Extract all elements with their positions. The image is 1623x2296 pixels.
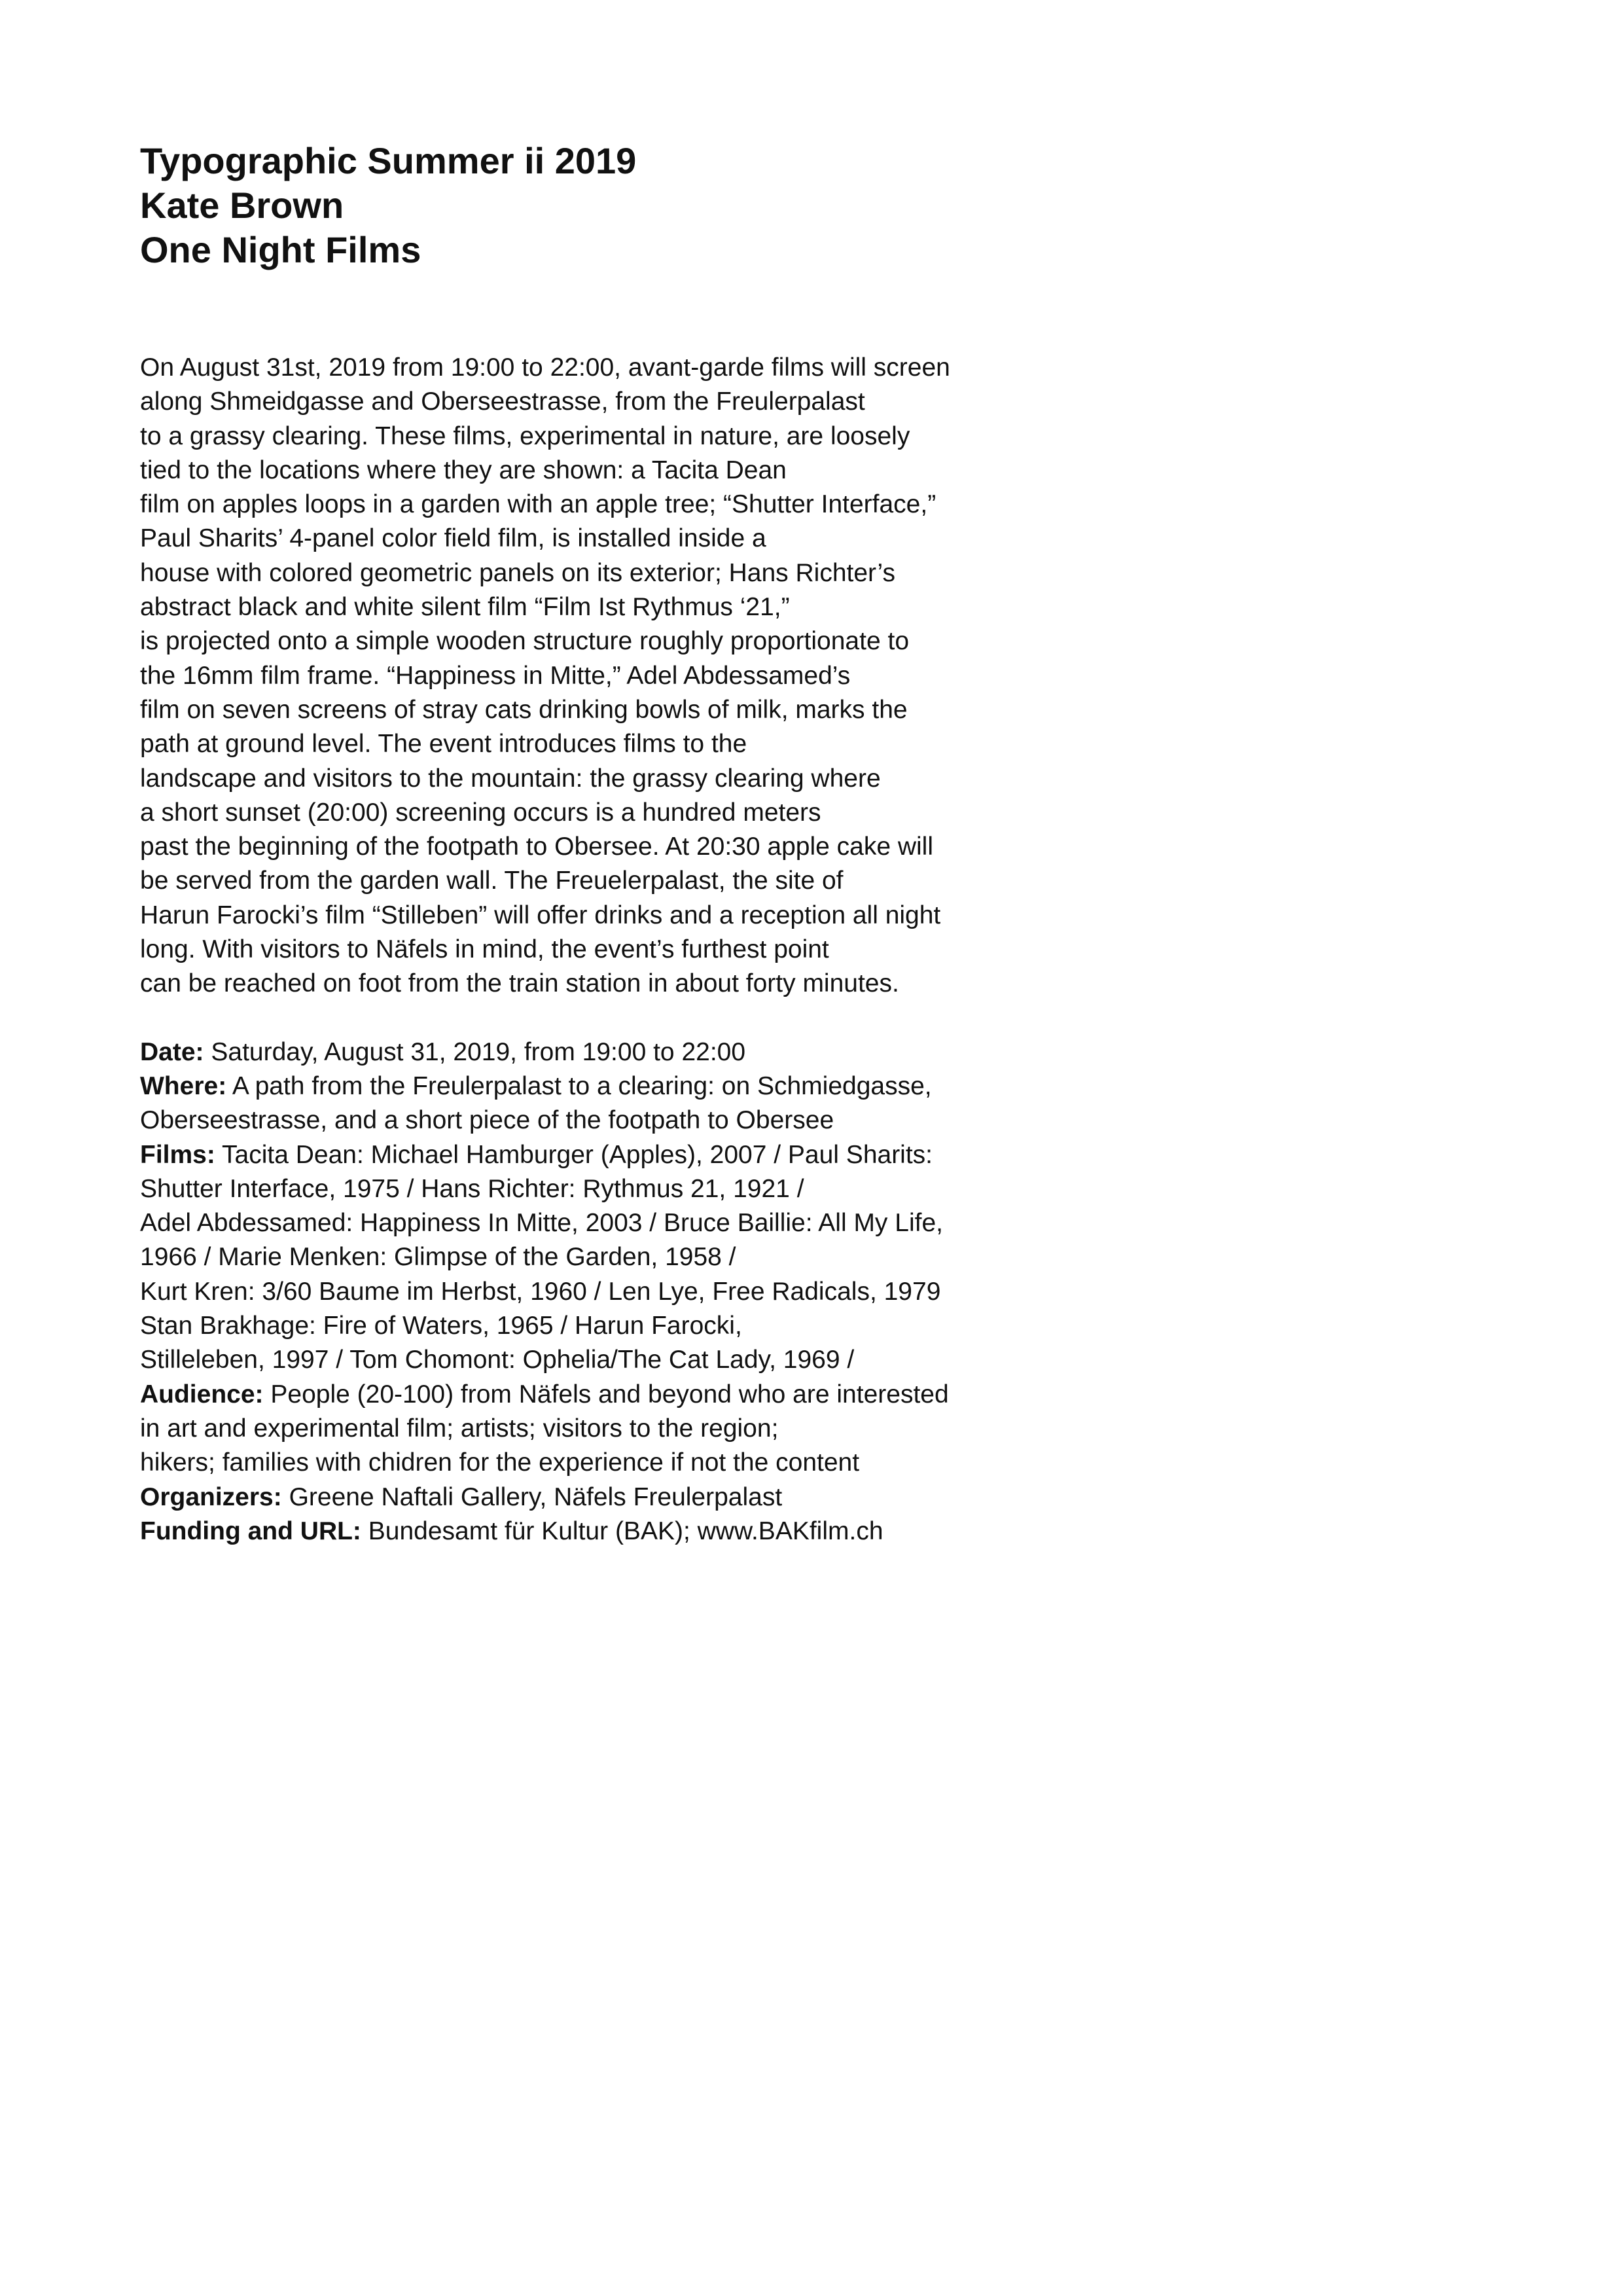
films-label: Films: — [140, 1140, 215, 1169]
organizers-line — [140, 1480, 1266, 1515]
title-block — [140, 139, 1266, 272]
description-paragraph — [140, 351, 1266, 1001]
date-label: Date: — [140, 1037, 204, 1066]
description-line: is projected onto a simple wooden structure roughly proportionate to — [140, 627, 910, 656]
films-line — [140, 1138, 1266, 1172]
description-line: tied to the locations where they are shown: a Tacita Dean — [140, 456, 787, 484]
funding-line — [140, 1515, 1266, 1549]
description-line: path at ground level. The event introduces films to the — [140, 730, 747, 759]
description-line: to a grassy clearing. These films, experimental in nature, are loosely — [140, 422, 910, 450]
audience-line: hikers; families with chidren for the experience if not the content — [140, 1448, 860, 1477]
films-line: Shutter Interface, 1975 / Hans Richter: Rythmus 21, 1921 / — [140, 1174, 804, 1203]
funding-value: Bundesamt für Kultur (BAK); www.BAKfilm.ch — [368, 1516, 883, 1545]
description-line: On August 31st, 2019 from 19:00 to 22:00, avant-garde films will screen — [140, 353, 950, 382]
project-name: One Night Films — [140, 229, 421, 270]
films-line: 1966 / Marie Menken: Glimpse of the Garden, 1958 / — [140, 1243, 736, 1272]
document-page — [140, 139, 1266, 1549]
description-line: a short sunset (20:00) screening occurs is a hundred meters — [140, 798, 821, 827]
where-line — [140, 1069, 1266, 1103]
films-line: Kurt Kren: 3/60 Baume im Herbst, 1960 / Len Lye, Free Radicals, 1979 — [140, 1277, 941, 1306]
title: Typographic Summer ii 2019 — [140, 140, 637, 181]
description-line: abstract black and white silent film “Film Ist Rythmus ‘21,” — [140, 593, 790, 622]
films-line: Stilleleben, 1997 / Tom Chomont: Ophelia/The Cat Lady, 1969 / — [140, 1346, 855, 1374]
where-label: Where: — [140, 1071, 227, 1100]
description-line: film on seven screens of stray cats drinking bowls of milk, marks the — [140, 695, 908, 724]
date-value: Saturday, August 31, 2019, from 19:00 to 22:00 — [211, 1037, 746, 1066]
description-line: can be reached on foot from the train station in about forty minutes. — [140, 969, 899, 998]
description-line: film on apples loops in a garden with an apple tree; “Shutter Interface,” — [140, 490, 936, 519]
where-value: A path from the Freulerpalast to a clearing: on Schmiedgasse, — [232, 1071, 932, 1100]
organizers-value: Greene Naftali Gallery, Näfels Freulerpalast — [289, 1482, 783, 1511]
funding-label: Funding and URL: — [140, 1516, 361, 1545]
event-details — [140, 1035, 1266, 1549]
description-line: be served from the garden wall. The Freuelerpalast, the site of — [140, 867, 844, 895]
where-line: Oberseestrasse, and a short piece of the footpath to Obersee — [140, 1106, 834, 1135]
films-line: Stan Brakhage: Fire of Waters, 1965 / Harun Farocki, — [140, 1312, 742, 1340]
description-line: landscape and visitors to the mountain: the grassy clearing where — [140, 764, 881, 793]
description-line: past the beginning of the footpath to Obersee. At 20:30 apple cake will — [140, 833, 934, 861]
films-value: Tacita Dean: Michael Hamburger (Apples), 2007 / Paul Sharits: — [222, 1140, 933, 1169]
audience-value: People (20-100) from Näfels and beyond who are interested — [270, 1380, 949, 1408]
audience-line — [140, 1378, 1266, 1412]
description-line: along Shmeidgasse and Oberseestrasse, from the Freulerpalast — [140, 387, 865, 416]
description-line: Paul Sharits’ 4-panel color field film, is installed inside a — [140, 524, 766, 553]
description-line: the 16mm film frame. “Happiness in Mitte,” Adel Abdessamed’s — [140, 661, 851, 690]
description-line: Harun Farocki’s film “Stilleben” will offer drinks and a reception all night — [140, 901, 941, 929]
artist-name: Kate Brown — [140, 185, 344, 226]
organizers-label: Organizers: — [140, 1482, 282, 1511]
description-line: house with colored geometric panels on its exterior; Hans Richter’s — [140, 558, 895, 587]
audience-line: in art and experimental film; artists; visitors to the region; — [140, 1414, 779, 1443]
films-line: Adel Abdessamed: Happiness In Mitte, 2003 / Bruce Baillie: All My Life, — [140, 1209, 943, 1238]
audience-label: Audience: — [140, 1380, 264, 1408]
date-line — [140, 1035, 1266, 1069]
description-line: long. With visitors to Näfels in mind, the event’s furthest point — [140, 935, 829, 964]
